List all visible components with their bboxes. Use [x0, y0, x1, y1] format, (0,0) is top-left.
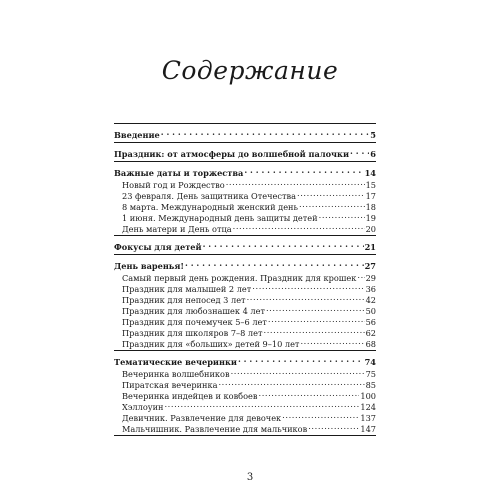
toc-chapter-page: 5	[370, 130, 376, 140]
toc-entry-title: Праздник для школяров 7–8 лет	[122, 328, 263, 338]
section-divider	[114, 435, 376, 436]
toc-chapter[interactable]	[114, 354, 376, 366]
toc-chapter-page: 6	[370, 149, 376, 159]
toc-entry-title: Мальчишник. Развлечение для мальчиков	[122, 424, 308, 434]
toc-entry-page: 147	[360, 424, 376, 434]
toc-entry-page: 100	[360, 391, 376, 401]
dot-leader	[350, 146, 369, 157]
toc-entry-page: 50	[365, 306, 376, 316]
dot-leader	[266, 303, 365, 314]
toc-chapter-title: Праздник: от атмосферы до волшебной палочки	[114, 149, 350, 159]
toc-entry-title: Девичник. Развлечение для девочек	[122, 413, 282, 423]
dot-leader	[164, 399, 359, 410]
dot-leader	[218, 377, 364, 388]
toc-entry-page: 19	[365, 213, 376, 223]
dot-leader	[268, 314, 365, 325]
toc-section	[114, 255, 376, 350]
dot-leader	[259, 388, 360, 399]
toc-chapter[interactable]	[114, 258, 376, 270]
toc-entry-page: 68	[365, 339, 376, 349]
toc-section	[114, 351, 376, 435]
dot-leader	[203, 239, 364, 250]
dot-leader	[233, 221, 365, 232]
toc-entry-title: Пиратская вечеринка	[122, 380, 218, 390]
dot-leader	[357, 270, 364, 281]
toc-chapter-title: День варенья!	[114, 261, 185, 271]
toc-entry-title: Праздник для «больших» детей 9–10 лет	[122, 339, 300, 349]
toc-section	[114, 124, 376, 142]
toc-entry-page: 75	[365, 369, 376, 379]
toc-entry-page: 137	[360, 413, 376, 423]
toc-chapter[interactable]	[114, 239, 376, 251]
toc-section	[114, 162, 376, 235]
dot-leader	[297, 188, 365, 199]
toc-entry-title: Праздник для малышей 2 лет	[122, 284, 252, 294]
toc-entry-title: Хэллоуин	[122, 402, 164, 412]
toc-chapter-page: 27	[364, 261, 376, 271]
toc-entry-title: Вечеринка индейцев и ковбоев	[122, 391, 258, 401]
toc-chapter[interactable]	[114, 146, 376, 158]
toc-chapter-page: 74	[364, 357, 376, 367]
dot-leader	[161, 127, 370, 138]
dot-leader	[238, 354, 364, 365]
dot-leader	[282, 410, 359, 421]
toc-entry-page: 56	[365, 317, 376, 327]
dot-leader	[308, 421, 359, 432]
toc-entry-title: Самый первый день рождения. Праздник для крошек	[122, 273, 357, 283]
toc-entry-page: 20	[365, 224, 376, 234]
toc-chapter-title: Введение	[114, 130, 160, 140]
toc-entry-title: 23 февраля. День защитника Отечества	[122, 191, 297, 201]
toc-chapter-title: Важные даты и торжества	[114, 168, 244, 178]
toc-entry-page: 29	[365, 273, 376, 283]
toc-entry-page: 36	[365, 284, 376, 294]
toc-entry-title: Праздник для непосед 3 лет	[122, 295, 246, 305]
toc-entry-title: Новый год и Рождество	[122, 180, 225, 190]
table-of-contents	[114, 123, 376, 436]
dot-leader	[247, 292, 365, 303]
toc-entry-page: 62	[365, 328, 376, 338]
dot-leader	[226, 177, 365, 188]
toc-entry-page: 18	[365, 202, 376, 212]
toc-chapter-page: 21	[364, 242, 376, 252]
toc-section	[114, 143, 376, 161]
toc-entry-page: 42	[365, 295, 376, 305]
toc-entry-page: 124	[360, 402, 376, 412]
dot-leader	[319, 210, 365, 221]
toc-entry-title: 8 марта. Международный женский день	[122, 202, 298, 212]
dot-leader	[231, 366, 365, 377]
toc-chapter-title: Тематические вечеринки	[114, 357, 237, 367]
dot-leader	[264, 325, 365, 336]
dot-leader	[299, 199, 365, 210]
dot-leader	[185, 258, 364, 269]
toc-entry-title: Праздник для почемучек 5–6 лет	[122, 317, 267, 327]
toc-chapter[interactable]	[114, 165, 376, 177]
toc-section	[114, 236, 376, 254]
page-number: 3	[246, 472, 254, 483]
toc-chapter[interactable]	[114, 127, 376, 139]
toc-entry-title: Праздник для любознашек 4 лет	[122, 306, 265, 316]
toc-entry-page: 15	[365, 180, 376, 190]
dot-leader	[252, 281, 364, 292]
toc-chapter-title: Фокусы для детей	[114, 242, 202, 252]
toc-entry-title: 1 июня. Международный день защиты детей	[122, 213, 318, 223]
toc-chapter-page: 14	[364, 168, 376, 178]
toc-entry-page: 85	[365, 380, 376, 390]
page-title: Содержание	[161, 56, 339, 85]
toc-entry-title: Вечеринка волшебников	[122, 369, 230, 379]
toc-entry-page: 17	[365, 191, 376, 201]
toc-entry-title: День матери и День отца	[122, 224, 232, 234]
dot-leader	[244, 165, 363, 176]
dot-leader	[300, 336, 364, 347]
